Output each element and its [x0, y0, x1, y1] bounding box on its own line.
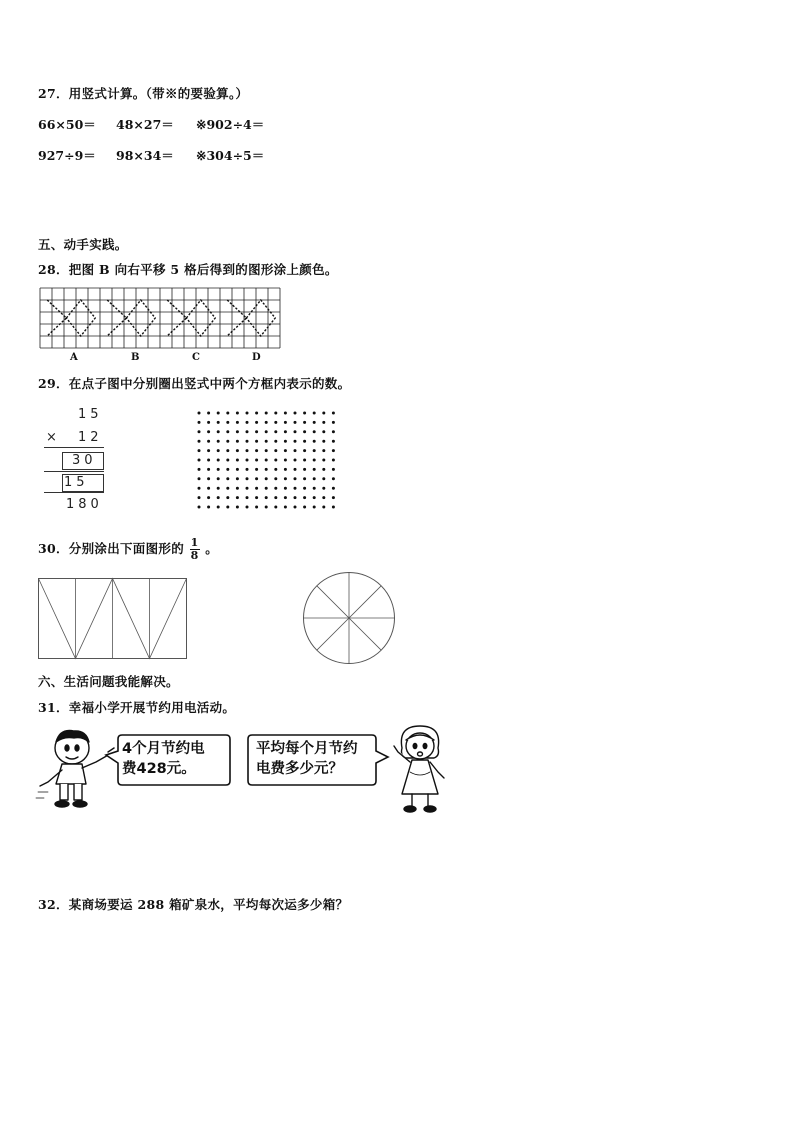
dot	[226, 468, 229, 471]
dot	[294, 506, 297, 509]
dot	[236, 421, 239, 424]
vert-multiplier: 12	[78, 430, 103, 445]
shape-b-left	[107, 300, 126, 336]
shape-b-right	[126, 300, 155, 336]
dot	[332, 487, 335, 490]
dot	[255, 430, 258, 433]
dot	[274, 496, 277, 499]
dot	[236, 477, 239, 480]
dot	[274, 430, 277, 433]
dot	[322, 459, 325, 462]
dot	[303, 430, 306, 433]
dot	[226, 487, 229, 490]
dot	[313, 440, 316, 443]
dot	[322, 449, 325, 452]
dot	[236, 459, 239, 462]
dot	[322, 421, 325, 424]
q32-title: 32．某商场要运 288 箱矿泉水，平均每次运多少箱？	[38, 897, 349, 912]
q30-title	[38, 537, 218, 562]
dot	[332, 477, 335, 480]
q27-title: 27．用竖式计算。（带※的要验算。）	[38, 86, 249, 101]
dot	[226, 449, 229, 452]
dot	[303, 421, 306, 424]
shape-d-right	[246, 300, 275, 336]
vert-line-1	[44, 447, 104, 448]
dot	[313, 496, 316, 499]
section-5-heading: 五、动手实践。	[38, 237, 128, 252]
dot	[198, 496, 201, 499]
dot	[226, 477, 229, 480]
dot	[274, 449, 277, 452]
dot	[265, 412, 268, 415]
dot	[255, 496, 258, 499]
dot	[207, 440, 210, 443]
dot	[226, 421, 229, 424]
dot	[265, 440, 268, 443]
girl-illustration	[388, 722, 452, 816]
dot	[198, 506, 201, 509]
dot	[284, 506, 287, 509]
dot	[303, 496, 306, 499]
dot	[217, 506, 220, 509]
dot	[274, 421, 277, 424]
q27-eq-4: 927÷9＝	[38, 148, 96, 163]
dot	[313, 468, 316, 471]
dot	[265, 449, 268, 452]
circle-eighths	[302, 571, 396, 665]
shape-d-left	[227, 300, 246, 336]
q27-eq-6: ※304÷5＝	[196, 148, 265, 163]
dot	[198, 430, 201, 433]
dot	[313, 421, 316, 424]
dot	[303, 412, 306, 415]
dot	[313, 487, 316, 490]
dot	[207, 477, 210, 480]
q30-title-text: 30．分别涂出下面图形的	[38, 541, 184, 556]
dot	[265, 506, 268, 509]
dot	[274, 477, 277, 480]
dot	[207, 506, 210, 509]
dot	[236, 468, 239, 471]
dot	[255, 459, 258, 462]
dot	[207, 487, 210, 490]
bubble-right-line-2: 电费多少元？	[256, 761, 343, 777]
vert-partial-1: 30	[72, 453, 97, 468]
dot	[198, 468, 201, 471]
dot	[217, 496, 220, 499]
dot	[207, 421, 210, 424]
dot	[274, 459, 277, 462]
dot	[284, 421, 287, 424]
grid-label-c: C	[192, 352, 200, 363]
dot	[265, 487, 268, 490]
dot	[332, 430, 335, 433]
vert-result: 180	[66, 497, 103, 512]
dot	[246, 459, 249, 462]
dot	[322, 430, 325, 433]
dot	[198, 477, 201, 480]
dot	[265, 496, 268, 499]
dot	[226, 412, 229, 415]
dot	[236, 412, 239, 415]
fraction-one-eighth	[190, 537, 200, 562]
dot	[332, 496, 335, 499]
dot	[303, 449, 306, 452]
dot	[246, 440, 249, 443]
dot	[284, 430, 287, 433]
dot	[236, 449, 239, 452]
dot	[294, 421, 297, 424]
dot	[226, 440, 229, 443]
dot	[255, 487, 258, 490]
fraction-numerator: 1	[190, 536, 199, 549]
dot	[274, 487, 277, 490]
dot	[246, 449, 249, 452]
dot	[303, 506, 306, 509]
dot	[255, 440, 258, 443]
dot	[313, 506, 316, 509]
dot	[236, 496, 239, 499]
dot	[217, 440, 220, 443]
dot	[236, 506, 239, 509]
dot	[265, 421, 268, 424]
dot	[246, 487, 249, 490]
dot	[217, 430, 220, 433]
bubble-right-text	[256, 739, 358, 779]
dot	[284, 412, 287, 415]
dot	[246, 468, 249, 471]
q30-title-end: 。	[205, 541, 219, 556]
dot-grid	[196, 410, 342, 512]
dot	[322, 468, 325, 471]
dot	[322, 496, 325, 499]
fraction-denominator: 8	[190, 549, 199, 562]
dot	[246, 496, 249, 499]
dot	[246, 506, 249, 509]
vert-line-3	[44, 492, 104, 493]
dot	[284, 468, 287, 471]
dot	[313, 449, 316, 452]
dot	[294, 459, 297, 462]
dot	[255, 421, 258, 424]
dot	[198, 459, 201, 462]
dot	[322, 487, 325, 490]
dot	[265, 468, 268, 471]
shape-c-right	[186, 300, 215, 336]
vert-line-2	[44, 471, 104, 472]
dot	[246, 477, 249, 480]
dot	[198, 487, 201, 490]
dot	[198, 421, 201, 424]
shape-c-left	[167, 300, 186, 336]
dot	[294, 430, 297, 433]
vert-top: 15	[78, 407, 103, 422]
dot	[274, 468, 277, 471]
dot	[226, 506, 229, 509]
bubble-right-line-1: 平均每个月节约	[256, 741, 358, 757]
dot	[303, 468, 306, 471]
dot	[198, 440, 201, 443]
bubble-left-text	[122, 739, 205, 779]
grid-label-a: A	[70, 352, 78, 363]
dot	[265, 430, 268, 433]
dot	[207, 468, 210, 471]
dot	[294, 412, 297, 415]
dot	[303, 487, 306, 490]
q27-eq-2: 48×27＝	[116, 117, 174, 132]
dot	[226, 459, 229, 462]
translation-grid	[39, 287, 281, 351]
dot	[284, 449, 287, 452]
dot	[332, 459, 335, 462]
dot	[303, 459, 306, 462]
dot	[217, 449, 220, 452]
dot	[284, 459, 287, 462]
dot	[332, 421, 335, 424]
grid-label-b: B	[131, 352, 140, 363]
q28-title: 28．把图 B 向右平移 5 格后得到的图形涂上颜色。	[38, 262, 338, 277]
dot	[226, 430, 229, 433]
dot	[255, 412, 258, 415]
dot	[217, 421, 220, 424]
dot	[332, 449, 335, 452]
dot	[284, 496, 287, 499]
dot	[322, 506, 325, 509]
rectangle-triangles	[38, 578, 188, 660]
shape-a-right	[66, 300, 95, 336]
dot	[294, 487, 297, 490]
dot	[284, 477, 287, 480]
dot	[217, 459, 220, 462]
dot	[246, 412, 249, 415]
bubble-left-line-2: 费428元。	[122, 761, 196, 777]
dot	[294, 440, 297, 443]
dot	[274, 412, 277, 415]
vert-partial-2: 15	[64, 475, 89, 490]
dot	[236, 487, 239, 490]
dot	[198, 449, 201, 452]
dot	[246, 421, 249, 424]
dot	[332, 440, 335, 443]
q27-eq-3: ※902÷4＝	[196, 117, 265, 132]
q27-eq-1: 66×50＝	[38, 117, 96, 132]
dot	[217, 477, 220, 480]
dot	[322, 412, 325, 415]
section-6-heading: 六、生活问题我能解决。	[38, 674, 179, 689]
dot	[332, 412, 335, 415]
dot	[313, 412, 316, 415]
dot	[303, 477, 306, 480]
dot	[332, 468, 335, 471]
dot	[217, 412, 220, 415]
dot	[294, 496, 297, 499]
dot	[322, 440, 325, 443]
dot	[303, 440, 306, 443]
dot	[255, 468, 258, 471]
dot	[217, 468, 220, 471]
dot	[294, 468, 297, 471]
q27-eq-5: 98×34＝	[116, 148, 174, 163]
dot	[226, 496, 229, 499]
dot	[217, 487, 220, 490]
shape-a-left	[47, 300, 66, 336]
dot	[236, 430, 239, 433]
dot	[274, 506, 277, 509]
dot	[313, 459, 316, 462]
dot	[207, 449, 210, 452]
dot	[236, 440, 239, 443]
dot	[207, 412, 210, 415]
dot	[284, 440, 287, 443]
dot	[313, 430, 316, 433]
dot	[265, 459, 268, 462]
dot	[274, 440, 277, 443]
dot	[246, 430, 249, 433]
dot	[255, 449, 258, 452]
grid-label-d: D	[252, 352, 261, 363]
dot	[294, 449, 297, 452]
bubble-left-line-1: 4个月节约电	[122, 741, 205, 757]
dot	[207, 430, 210, 433]
dot	[255, 506, 258, 509]
dot	[294, 477, 297, 480]
dot	[265, 477, 268, 480]
q29-title: 29．在点子图中分别圈出竖式中两个方框内表示的数。	[38, 376, 351, 391]
q31-title: 31．幸福小学开展节约用电活动。	[38, 700, 236, 715]
dot	[313, 477, 316, 480]
dot	[198, 412, 201, 415]
dot	[284, 487, 287, 490]
dot	[207, 496, 210, 499]
dot	[332, 506, 335, 509]
vert-times: ×	[46, 430, 61, 445]
dot	[207, 459, 210, 462]
dot	[322, 477, 325, 480]
dot	[255, 477, 258, 480]
